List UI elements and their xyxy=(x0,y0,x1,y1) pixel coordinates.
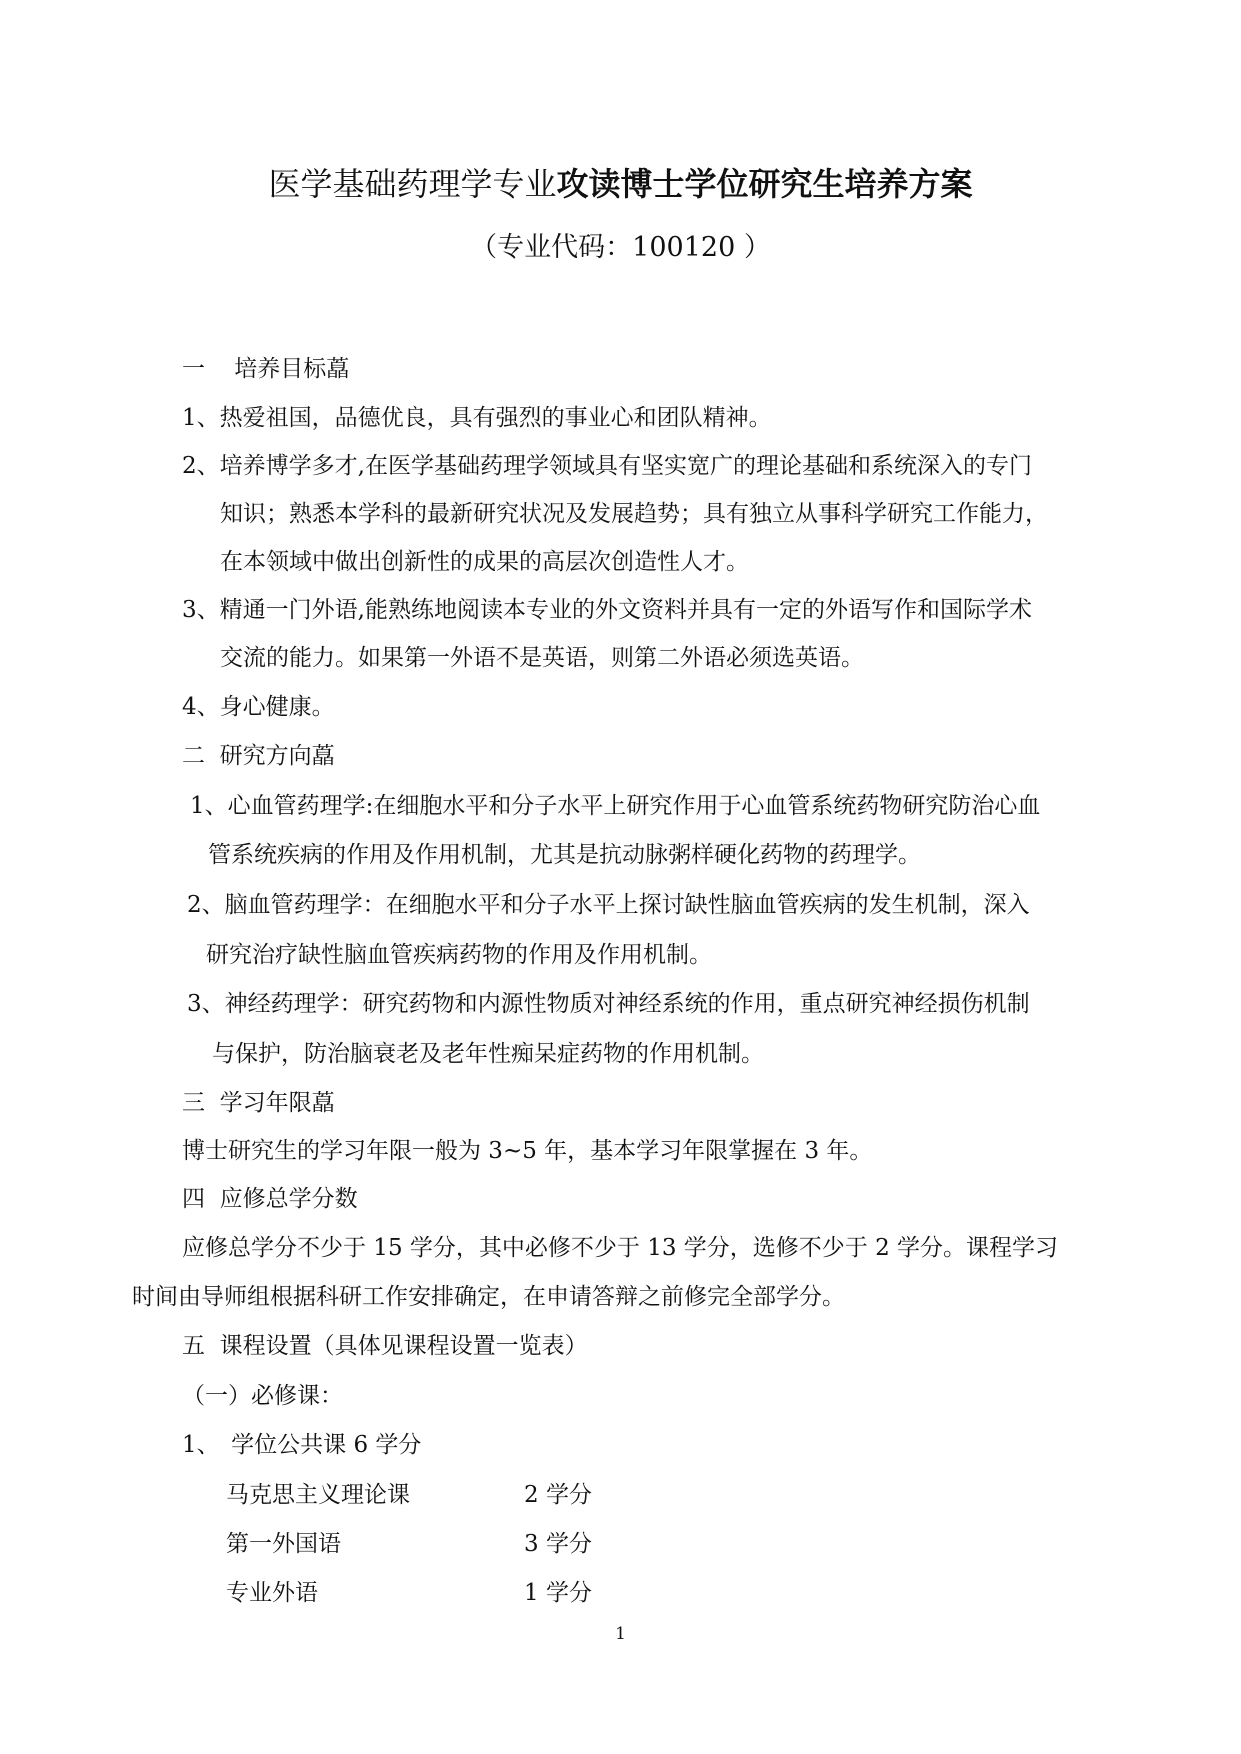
goal-item-1: 1、热爱祖国，品德优良，具有强烈的事业心和团队精神。 xyxy=(182,405,772,431)
goal-item-2-line-1: 2、培养博学多才,在医学基础药理学领域具有坚实宽广的理论基础和系统深入的专门 xyxy=(182,453,1032,479)
course-name: 马克思主义理论课 xyxy=(226,1482,410,1508)
title-bold-part: 攻读博士学位研究生培养方案 xyxy=(556,165,973,203)
section-title: 课程设置 xyxy=(219,1333,312,1359)
goal-item-2-line-2: 知识；熟悉本学科的最新研究状况及发展趋势；具有独立从事科学研究工作能力， xyxy=(220,501,1048,527)
section-mark: 藠 xyxy=(311,1090,335,1116)
course-name: 专业外语 xyxy=(226,1580,318,1606)
title-normal-part: 医学基础药理学专业 xyxy=(268,165,557,203)
course-credit: 2 学分 xyxy=(524,1482,592,1508)
goal-item-2-line-3: 在本领域中做出创新性的成果的高层次创造性人才。 xyxy=(220,549,749,575)
direction-item-2-line-1: 2、脑血管药理学：在细胞水平和分子水平上探讨缺性脑血管疾病的发生机制，深入 xyxy=(187,892,1030,918)
section-mark: 藠 xyxy=(326,356,350,382)
course-credit: 3 学分 xyxy=(524,1531,592,1557)
course-name: 第一外国语 xyxy=(226,1531,341,1557)
page-number: 1 xyxy=(615,1624,626,1644)
credits-text-line-2: 时间由导师组根据科研工作安排确定，在申请答辩之前修完全部学分。 xyxy=(132,1284,845,1310)
section-heading-directions xyxy=(182,739,335,773)
section-number: 五 xyxy=(182,1333,205,1359)
section-note: （具体见课程设置一览表） xyxy=(311,1333,588,1359)
section-number: 三 xyxy=(182,1090,205,1116)
direction-item-1-line-1: 1、心血管药理学:在细胞水平和分子水平上研究作用于心血管系统药物研究防治心血 xyxy=(190,793,1041,819)
section-number: 一 xyxy=(182,356,205,382)
section-number: 二 xyxy=(182,743,205,769)
section-title: 应修总学分数 xyxy=(219,1186,358,1212)
direction-item-1-line-2: 管系统疾病的作用及作用机制，尤其是抗动脉粥样硬化药物的药理学。 xyxy=(208,842,921,868)
section-mark: 藠 xyxy=(311,743,335,769)
direction-item-3-line-1: 3、神经药理学：研究药物和内源性物质对神经系统的作用，重点研究神经损伤机制 xyxy=(187,991,1030,1017)
section-heading-duration xyxy=(182,1086,335,1120)
goal-item-4: 4、身心健康。 xyxy=(182,694,335,720)
section-heading-goals xyxy=(182,352,349,386)
section-number: 四 xyxy=(182,1186,205,1212)
section-heading-courses xyxy=(182,1329,588,1363)
major-code: （专业代码：100120 ） xyxy=(470,232,771,263)
page-title xyxy=(0,162,1241,206)
direction-item-3-line-2: 与保护，防治脑衰老及老年性痴呆症药物的作用机制。 xyxy=(212,1041,764,1067)
section-heading-credits xyxy=(182,1182,358,1216)
public-courses-group: 1、 学位公共课 6 学分 xyxy=(182,1432,422,1458)
required-courses-heading: （一）必修课： xyxy=(182,1383,343,1409)
section-title: 培养目标 xyxy=(234,356,327,382)
goal-item-3-line-2: 交流的能力。如果第一外语不是英语，则第二外语必须选英语。 xyxy=(220,645,864,671)
credits-text-line-1: 应修总学分不少于 15 学分，其中必修不少于 13 学分，选修不少于 2 学分。课程学习 xyxy=(182,1235,1059,1261)
course-credit: 1 学分 xyxy=(524,1580,592,1606)
section-title: 研究方向 xyxy=(219,743,312,769)
direction-item-2-line-2: 研究治疗缺性脑血管疾病药物的作用及作用机制。 xyxy=(206,942,712,968)
section-title: 学习年限 xyxy=(219,1090,312,1116)
duration-text: 博士研究生的学习年限一般为 3~5 年，基本学习年限掌握在 3 年。 xyxy=(182,1138,873,1164)
goal-item-3-line-1: 3、精通一门外语,能熟练地阅读本专业的外文资料并具有一定的外语写作和国际学术 xyxy=(182,597,1032,623)
